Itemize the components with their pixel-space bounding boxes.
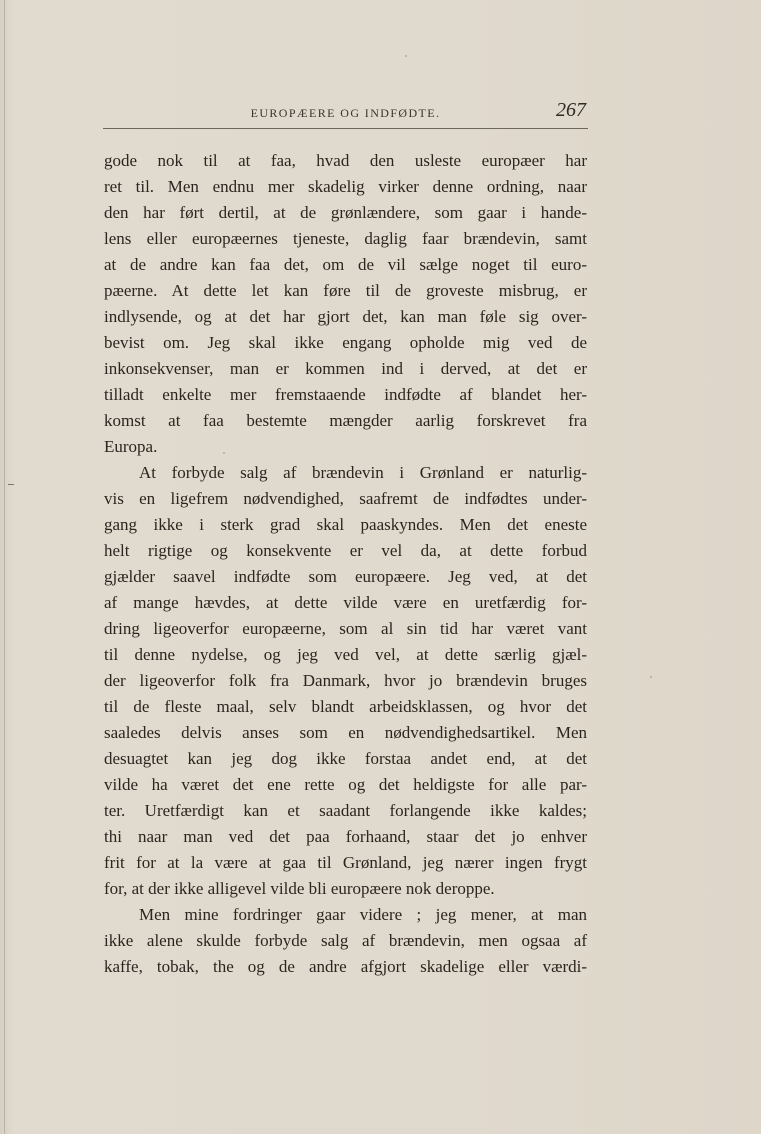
text-line: der ligeoverfor folk fra Danmark, hvor jo brændevin bruges (104, 671, 587, 690)
text-line: at de andre kan faa det, om de vil sælge noget til euro- (104, 255, 587, 274)
paper-speck (223, 452, 225, 454)
text-line: bevist om. Jeg skal ikke engang opholde mig ved de (104, 333, 587, 352)
text-line: til denne nydelse, og jeg ved vel, at dette særlig gjæl- (104, 645, 587, 664)
running-head (103, 98, 588, 129)
text-line: indlysende, og at det har gjort det, kan man føle sig over- (104, 307, 587, 326)
page-edge-line (4, 0, 5, 1134)
text-line: kaffe, tobak, the og de andre afgjort skadelige eller værdi- (104, 957, 587, 976)
text-line: pæerne. At dette let kan føre til de groveste misbrug, er (104, 281, 587, 300)
page-number: 267 (556, 99, 586, 121)
text-line: komst at faa bestemte mængder aarlig forskrevet fra (104, 411, 587, 430)
paper-speck (650, 676, 652, 678)
text-line: til de fleste maal, selv blandt arbeidsklassen, og hvor det (104, 697, 587, 716)
text-line: inkonsekvenser, man er kommen ind i derved, at det er (104, 359, 587, 378)
text-line: dring ligeoverfor europæerne, som al sin tid har været vant (104, 619, 587, 638)
text-line: desuagtet kan jeg dog ikke forstaa andet end, at det (104, 749, 587, 768)
text-line: af mange hævdes, at dette vilde være en uretfærdig for- (104, 593, 587, 612)
text-line: Europa. (104, 437, 158, 456)
text-line: tilladt enkelte mer fremstaaende indfødte af blandet her- (104, 385, 587, 404)
text-line: vis en ligefrem nødvendighed, saafremt de indfødtes under- (104, 489, 587, 508)
running-title: EUROPÆERE OG INDFØDTE. (250, 106, 441, 120)
text-line: for, at der ikke alligevel vilde bli europæere nok deroppe. (104, 879, 495, 898)
paper-speck (405, 55, 407, 57)
text-line: thi naar man ved det paa forhaand, staar det jo enhver (104, 827, 587, 846)
text-line: ter. Uretfærdigt kan et saadant forlangende ikke kaldes; (104, 801, 587, 820)
text-line: Men mine fordringer gaar videre ; jeg mener, at man (139, 905, 587, 924)
text-line: gjælder saavel indfødte som europæere. Jeg ved, at det (104, 567, 587, 586)
text-line: ret til. Men endnu mer skadelig virker denne ordning, naar (104, 177, 587, 196)
text-line: helt rigtige og konsekvente er vel da, at dette forbud (104, 541, 587, 560)
body-text (104, 148, 587, 980)
text-line: den har ført dertil, at de grønlændere, som gaar i hande- (104, 203, 587, 222)
text-line: ikke alene skulde forbyde salg af brændevin, men ogsaa af (104, 931, 587, 950)
text-line: gode nok til at faa, hvad den usleste europæer har (104, 151, 587, 170)
text-line: saaledes delvis anses som en nødvendighedsartikel. Men (104, 723, 587, 742)
margin-mark (8, 484, 14, 485)
text-line: gang ikke i sterk grad skal paaskyndes. Men det eneste (104, 515, 587, 534)
text-line: frit for at la være at gaa til Grønland, jeg nærer ingen frygt (104, 853, 587, 872)
text-line: lens eller europæernes tjeneste, daglig faar brændevin, samt (104, 229, 587, 248)
text-line: At forbyde salg af brændevin i Grønland er naturlig- (139, 463, 587, 482)
text-line: vilde ha været det ene rette og det heldigste for alle par- (104, 775, 587, 794)
